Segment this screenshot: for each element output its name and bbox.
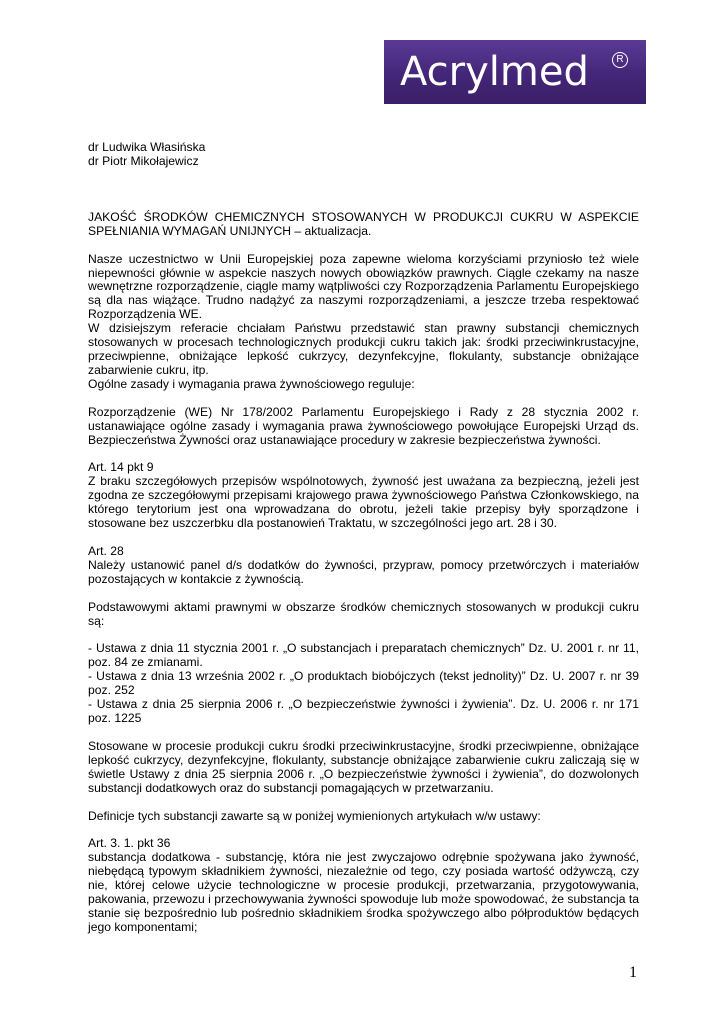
author-name: dr Piotr Mikołajewicz <box>88 153 199 168</box>
definitions-paragraph: Definicje tych substancji zawarte są w poniżej wymienionych artykułach w/w ustawy: <box>88 808 541 823</box>
act-list-item: - Ustawa z dnia 13 września 2002 r. „O produktach biobójczych (tekst jednolity)” Dz. U. 2007 r. nr 39 poz. 252 <box>88 669 639 698</box>
used-substances-paragraph: Stosowane w procesie produkcji cukru środki przeciwinkrustacyjne, środki przeciwpienne, obniżające lepkość cukrzycy, dezynfekcyjne, flokulanty, substancje obniżające zabarwienie cukru zaliczają się w świetle Ustawy z dnia 25 sierpnia 2006 r. „O bezpieczeństwie żywności i żywienia”, do dozwolonych substancji dodatkowych oraz do substancji pomagających w przetwarzaniu. <box>88 738 639 795</box>
page-number: 1 <box>629 964 637 981</box>
regulation-paragraph: Rozporządzenie (WE) Nr 178/2002 Parlamentu Europejskiego i Rady z 28 stycznia 2002 r. ustanawiające ogólne zasady i wymagania prawa żywnościowego powołujące Europejski Urząd ds. Bezpieczeństwa Żywności oraz ustanawiające procedury w zakresie bezpieczeństwa żywności. <box>88 404 639 447</box>
intro-paragraph: Ogólne zasady i wymagania prawa żywnościowego reguluje: <box>88 376 415 391</box>
art28-text: Należy ustanowić panel d/s dodatków do żywności, przypraw, pomocy przetwórczych i materiałów pozostających w kontakcie z żywnością. <box>88 557 639 586</box>
art3-text: substancja dodatkowa - substancję, która nie jest zwyczajowo odrębnie spożywana jako żywność, niebędącą typowym składnikiem żywności, niezależnie od tego, czy posiada wartość odżywczą, czy nie, której celowe użycie technologiczne w procesie produkcji, przetwarzania, przygotowywania, pakowania, przewozu i przechowywania żywności spowoduje lub może spowodować, że substancja ta stanie się bezpośrednio lub pośrednio składnikiem środka spożywczego albo półproduktów będących jego komponentami; <box>88 850 639 934</box>
art3-heading: Art. 3. 1. pkt 36 <box>88 836 171 851</box>
act-list-item: - Ustawa z dnia 11 stycznia 2001 r. „O substancjach i preparatach chemicznych” Dz. U. 2001 r. nr 11, poz. 84 ze zmianami. <box>88 641 639 670</box>
acrylmed-logo <box>384 40 646 104</box>
basic-acts-paragraph: Podstawowymi aktami prawnymi w obszarze środków chemicznych stosowanych w produkcji cukru są: <box>88 599 639 628</box>
document-title: JAKOŚĆ ŚRODKÓW CHEMICZNYCH STOSOWANYCH W PRODUKCJI CUKRU W ASPEKCIE SPEŁNIANIA WYMAGAŃ UNIJNYCH – aktualizacja. <box>88 209 639 238</box>
intro-paragraph: Nasze uczestnictwo w Unii Europejskiej poza zapewne wieloma korzyściami przyniosło też wiele niepewności głównie w aspekcie naszych nowych obowiązków prawnych. Ciągle czekamy na nasze wewnętrzne rozporządzenie, ciągle mamy wątpliwości czy Rozporządzenia Parlamentu Europejskiego są dla nas wiążące. Trudno nadążyć za naszymi rozporządzeniami, a jeszcze trzeba respektować Rozporządzenia WE. <box>88 251 639 322</box>
art14-heading: Art. 14 pkt 9 <box>88 460 154 475</box>
intro-paragraph: W dzisiejszym referacie chciałam Państwu przedstawić stan prawny substancji chemicznych stosowanych w procesach technologicznych produkcji cukru takich jak: środki przeciwinkrustacyjne, przeciwpienne, obniżające lepkość cukrzycy, dezynfekcyjne, flokulanty, substancje obniżające zabarwienie cukru, itp. <box>88 321 639 377</box>
document-body <box>88 141 639 935</box>
act-list-item: - Ustawa z dnia 25 sierpnia 2006 r. „O bezpieczeństwie żywności i żywienia”. Dz. U. 2006 r. nr 171 poz. 1225 <box>88 697 639 725</box>
art28-heading: Art. 28 <box>88 543 124 558</box>
registered-mark-icon: R <box>612 52 628 68</box>
author-name: dr Ludwika Własińska <box>88 140 206 154</box>
logo-brand-text: Acrylmed <box>400 49 589 95</box>
art14-text: Z braku szczegółowych przepisów wspólnotowych, żywność jest uważana za bezpieczną, jeżeli jest zgodna ze szczegółowymi przepisami krajowego prawa żywnościowego Państwa Członkowskiego, na którego terytorium jest ona wprowadzana do obrotu, jeżeli takie przepisy były sporządzone i stosowane bez uszczerbku dla postanowień Traktatu, w szczególności jego art. 28 i 30. <box>88 474 639 531</box>
